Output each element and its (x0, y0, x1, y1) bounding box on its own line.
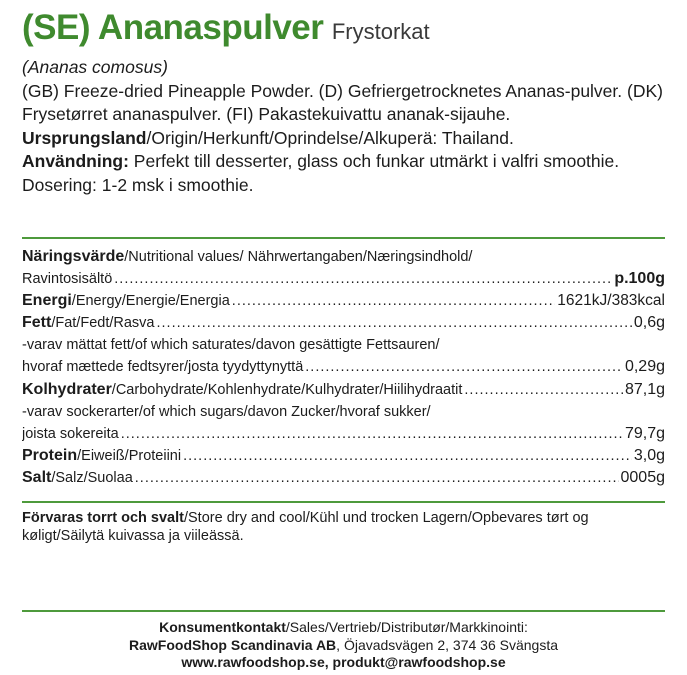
nutrition-row-sugars (22, 423, 665, 445)
nutrition-row-protein (22, 445, 665, 467)
dot-leader (183, 445, 632, 467)
protein-value: 3,0g (633, 446, 665, 464)
protein-text: /Eiweiß/Proteiini (77, 447, 182, 464)
nutrition-header-label: Näringsvärde (22, 248, 125, 265)
contact-label: Konsumentkontakt (159, 619, 286, 635)
saturates-value: 0,29g (624, 358, 665, 376)
nutrition-row-carbohydrate (22, 379, 665, 401)
latin-name: (Ananas comosus) (22, 57, 168, 77)
saturates-text-line2: hvoraf mættede fedtsyrer/josta tyydyttynyttä (22, 359, 304, 376)
divider-bottom (22, 610, 665, 612)
origin-label: Ursprungsland (22, 127, 147, 148)
sugars-text-line1: -varav sockerarter/of which sugars/davon Zucker/hvoraf sukker/ (22, 403, 431, 420)
dot-leader (305, 356, 623, 378)
storage-instructions (22, 509, 665, 545)
sugars-value: 79,7g (624, 424, 665, 442)
nutrition-row-energy (22, 290, 665, 312)
carbohydrate-text: /Carbohydrate/Kohlenhydrate/Kulhydrater/Hiilihydraatit (111, 381, 463, 398)
contact-label-text: /Sales/Vertrieb/Distributør/Markkinointi: (285, 619, 528, 635)
company-name: RawFoodShop Scandinavia AB (129, 636, 337, 653)
contact-company-line (0, 637, 687, 655)
dot-leader (121, 423, 623, 445)
carbohydrate-label: Kolhydrater (22, 380, 112, 398)
nutrition-row-saturates (22, 356, 665, 378)
product-title: (SE) Ananaspulver (22, 8, 324, 47)
contact-web-email: www.rawfoodshop.se, produkt@rawfoodshop.se (181, 654, 506, 670)
product-subtitle: Frystorkat (331, 19, 430, 44)
nutrition-header-text: /Nutritional values/ Nährwertangaben/Næringsindhold/ (124, 249, 473, 265)
sugars-text-line2: joista sokereita (22, 425, 119, 442)
storage-text: /Store dry and cool/Kühl und trocken Lagern/Opbevares tørt og køligt/Säilytä kuivassa ja viileässä. (22, 510, 589, 544)
translations-text: (GB) Freeze-dried Pineapple Powder. (D) Gefriergetrocknetes Ananas-pulver. (DK) Frysetørret ananaspulver. (FI) Pakastekuivattu ananak-sijauhe. (22, 80, 663, 125)
nutrition-row-salt (22, 467, 665, 489)
energy-label: Energi (22, 292, 72, 310)
energy-text: /Energy/Energie/Energia (71, 293, 230, 310)
contact-heading-line (0, 619, 687, 637)
salt-text: /Salz/Suolaa (51, 469, 133, 486)
usage-text: Perfekt till desserter, glass och funkar utmärkt i valfri smoothie. Dosering: 1-2 msk i smoothie. (22, 151, 620, 195)
fat-label: Fett (22, 314, 52, 332)
salt-value: 0005g (620, 468, 665, 486)
nutrition-row-fat (22, 312, 665, 334)
product-title-row (22, 8, 430, 48)
company-address: , Öjavadsvägen 2, 374 36 Svängsta (336, 636, 558, 653)
salt-label: Salt (22, 468, 52, 486)
carbohydrate-value: 87,1g (624, 380, 665, 398)
nutrition-row-saturates-line1 (22, 334, 665, 356)
dot-leader (464, 379, 623, 401)
nutrition-header-line2: Ravintosisältö (22, 271, 113, 288)
nutrition-header-line (22, 246, 665, 268)
usage-line (22, 150, 667, 197)
product-intro (22, 56, 667, 198)
divider-top (22, 237, 665, 239)
protein-label: Protein (22, 446, 78, 464)
fat-value: 0,6g (633, 314, 665, 332)
saturates-text-line1: -varav mättat fett/of which saturates/davon gesättigte Fettsauren/ (22, 337, 440, 354)
dot-leader (156, 312, 631, 334)
origin-text: /Origin/Herkunft/Oprindelse/Alkuperä: Thailand. (146, 127, 514, 148)
dot-leader (232, 290, 555, 312)
usage-label: Användning: (22, 151, 129, 172)
divider-middle (22, 501, 665, 503)
energy-value: 1621kJ/383kcal (557, 292, 665, 310)
consumer-contact (0, 619, 687, 672)
dot-leader (135, 467, 619, 489)
nutrition-row-per (22, 268, 665, 290)
dot-leader (114, 268, 612, 290)
per-100g-label: p.100g (614, 270, 665, 288)
nutrition-table (22, 246, 665, 489)
fat-text: /Fat/Fedt/Rasva (51, 315, 155, 332)
storage-label: Förvaras torrt och svalt (22, 510, 184, 526)
origin-line (22, 127, 667, 151)
nutrition-row-sugars-line1 (22, 401, 665, 423)
